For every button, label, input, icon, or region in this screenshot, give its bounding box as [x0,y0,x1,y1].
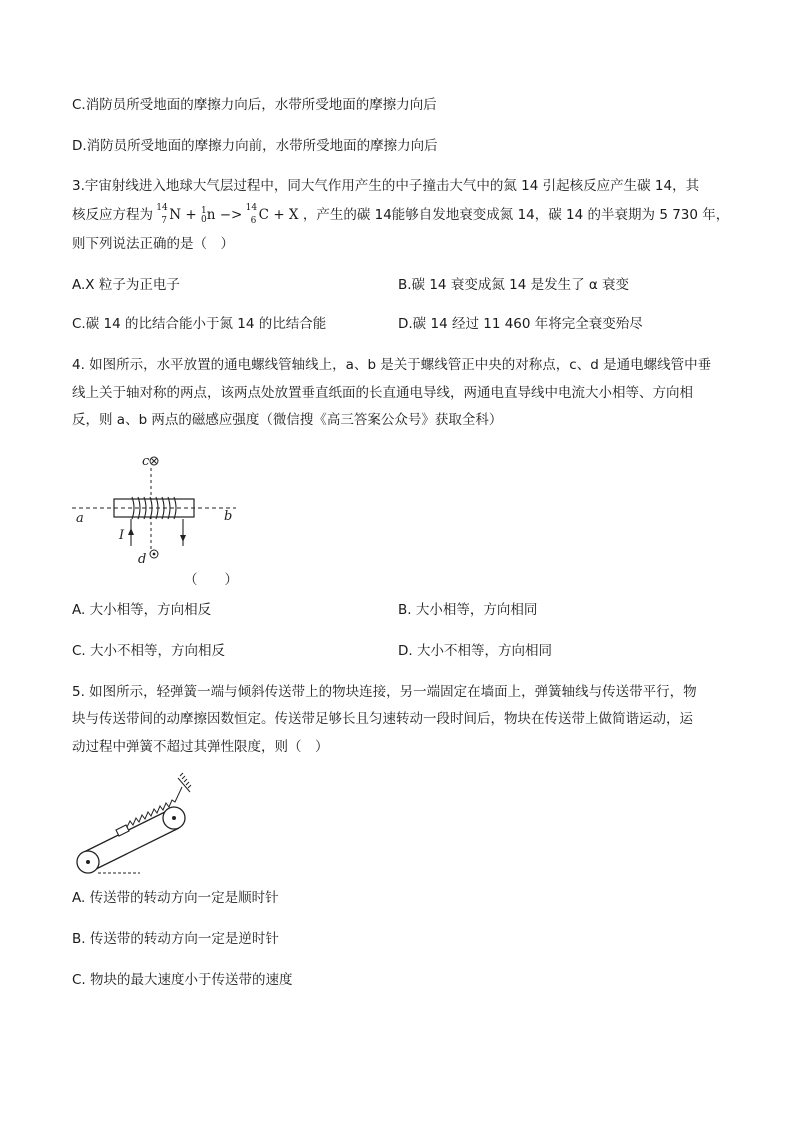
q3-stem-line2 [72,205,729,225]
label-b: b [224,509,233,524]
carbon-z: 6 [250,216,257,226]
label-d: d [138,552,147,567]
carbon-symbol: C [258,207,270,223]
q4-option-b: B. 大小相等，方向相同 [398,602,538,618]
q3-option-a: A.X 粒子为正电子 [72,277,180,293]
carbon-mass: 14 [245,203,258,213]
current-arrow-down-icon [180,535,186,542]
q3-stem-line2-post: ，产生的碳 14能够自发地衰变成氮 14，碳 14 的半衰期为 5 730 年， [302,207,730,223]
q3-stem-line1: 3.宇宙射线进入地球大气层过程中，同大气作用产生的中子撞击大气中的氮 14 引起核反应产生碳 14，其 [72,178,700,194]
nitrogen-mass: 14 [156,203,168,213]
nuclear-equation [153,203,303,226]
q3-stem-line2-pre: 核反应方程为 [72,207,153,223]
conveyor-figure [70,772,200,882]
carbon-nuclide [247,205,269,225]
label-c: c [142,454,150,469]
q3-option-d: D.碳 14 经过 11 460 年将完全衰变殆尽 [398,316,643,332]
nitrogen-z: 7 [161,216,168,226]
label-a: a [76,511,84,526]
eq-plus-1: + [185,207,197,223]
neutron-z: 0 [201,214,207,225]
q4-option-a: A. 大小相等，方向相反 [72,602,212,618]
q2-option-d: D.消防员所受地面的摩擦力向前，水带所受地面的摩擦力向后 [72,138,438,154]
q3-stem-line3: 则下列说法正确的是（ ） [72,236,234,252]
nitrogen-nuclide [157,205,181,225]
q3-option-b: B.碳 14 衰变成氮 14 是发生了 α 衰变 [398,277,630,293]
q5-stem-line3: 动过程中弹簧不超过其弹性限度，则（ ） [72,739,329,755]
q5-option-b: B. 传送带的转动方向一定是逆时针 [72,931,279,947]
wall-hatching [178,773,191,792]
q5-option-c: C. 物块的最大速度小于传送带的速度 [72,972,293,988]
neutron-mass: 1 [201,205,207,216]
q4-figure-paren: （ ） [184,572,238,588]
q4-option-d: D. 大小不相等，方向相同 [398,643,552,659]
nitrogen-symbol: N [169,207,182,223]
q3-option-c: C.碳 14 的比结合能小于氮 14 的比结合能 [72,316,327,332]
q4-stem-line1: 4. 如图所示，水平放置的通电螺线管轴线上，a、b 是关于螺线管正中央的对称点，c、d 是通电螺线管中垂 [72,357,712,373]
q2-option-c: C.消防员所受地面的摩擦力向后，水带所受地面的摩擦力向后 [72,97,437,113]
q5-option-a: A. 传送带的转动方向一定是顺时针 [72,890,279,906]
current-arrow-up-icon [128,528,134,535]
eq-plus-x: + X [273,207,299,223]
q5-stem-line2: 块与传送带间的动摩擦因数恒定。传送带足够长且匀速转动一段时间后，物块在传送带上做简谐运动，运 [72,711,693,727]
q4-stem-line3: 反，则 a、b 两点的磁感应强度（微信搜《高三答案公众号》获取全科） [72,412,503,428]
q4-stem-line2: 线上关于轴对称的两点，该两点处放置垂直纸面的长直通电导线，两通电直导线中电流大小相等、方向相 [72,385,693,401]
q4-option-c: C. 大小不相等，方向相反 [72,643,226,659]
solenoid-body [114,499,194,517]
belt-bottom [90,828,179,872]
neutron-symbol: n [206,207,216,223]
q5-stem-line1: 5. 如图所示，轻弹簧一端与倾斜传送带上的物块连接，另一端固定在墙面上，弹簧轴线与传送带平行，物 [72,684,697,700]
solenoid-figure [70,448,250,573]
label-I: I [119,528,125,543]
eq-arrow: −> [219,207,243,223]
